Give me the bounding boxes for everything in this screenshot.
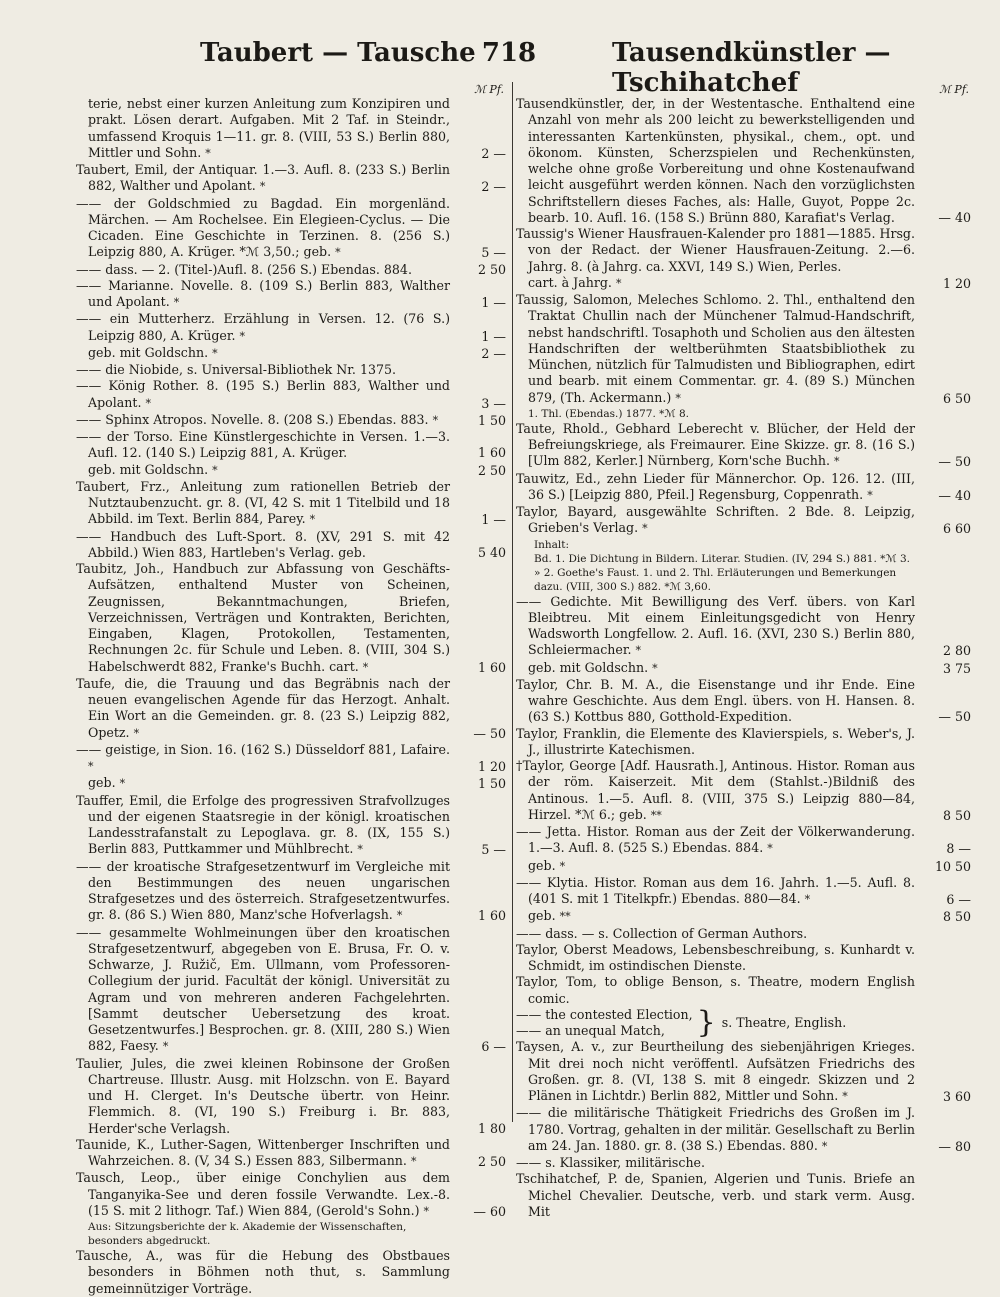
entry-text: —— dass. — 2. (Titel-)Aufl. 8. (256 S.) Ebendas. 884. [76, 261, 412, 277]
left-column [76, 82, 506, 1297]
catalog-entry [516, 758, 971, 824]
price-column-head: ℳ Pf. [939, 83, 969, 96]
entry-text: Tausendkünstler, der, in der Westentasche. Enthaltend eine Anzahl von mehr als 200 leicht zu bewerkstelligenden und interessanten Kartenkünsten, physikal., chem., opt. und ökonom. Künsten, Scherzspielen und Rechenkünsten, welche ohne große Vorbereitung und ohne Kostenaufwand leicht ausgeführt werden können. Nach den vorzüglichsten Schriftstellern dieses Faches, als: Halle, Guyot, Poppe 2c. bearb. 10. Aufl. 16. (158 S.) Brünn 880, Karafiat's Verlag. [516, 96, 915, 225]
price-mark: * [804, 893, 811, 906]
price-mark: * [88, 760, 94, 773]
catalog-entry [76, 345, 506, 362]
entry-text: —— Marianne. Novelle. 8. (109 S.) Berlin 883, Walther und Apolant. [76, 277, 450, 309]
catalog-entry [76, 262, 506, 278]
entry-price: 1 60 [477, 445, 506, 461]
catalog-entry [76, 793, 506, 859]
price-mark: * [642, 522, 648, 536]
right-entry-list [516, 96, 971, 1220]
entry-price: 1 — [481, 295, 506, 310]
price-mark: * [867, 488, 873, 502]
catalog-entry [76, 925, 506, 1056]
price-mark: ** [559, 910, 571, 924]
price-mark: * [821, 1139, 828, 1153]
entry-price: 1 20 [477, 759, 506, 774]
page-number: 718 [481, 38, 537, 68]
entry-text: geb. [88, 775, 116, 791]
entry-price: 1 — [481, 328, 506, 344]
price-mark: * [205, 146, 211, 160]
entry-text: Taylor, Bayard, ausgewählte Schriften. 2 Bde. 8. Leipzig, Grieben's Verlag. [516, 504, 915, 536]
entry-text: —— geistige, in Sion. 16. (162 S.) Düsseldorf 881, Lafaire. [76, 741, 450, 757]
entry-price: — 80 [938, 1138, 971, 1154]
entry-text: —— ein Mutterherz. Erzählung in Versen. 12. (76 S.) Leipzig 880, A. Krüger. [76, 311, 450, 343]
catalog-entry [76, 1056, 506, 1137]
entry-price: — 60 [473, 1203, 506, 1219]
catalog-entry [76, 775, 506, 792]
running-head-right: Tausendkünstler — Tschihatchef [612, 38, 891, 98]
entry-text: Tauffer, Emil, die Erfolge des progressiven Strafvollzuges und der eigenen Staatsregie in der königl. kroatischen Landesstrafanstalt zu Lepoglava. gr. 8. (IX, 155 S.) Berlin 883, Puttkammer und Mühlbrecht. [76, 792, 450, 857]
entry-text: —— Handbuch des Luft-Sport. 8. (XV, 291 S. mit 42 Abbild.) Wien 883, Hartleben's Verlag. geb. [76, 528, 450, 560]
entry-text: geb. [528, 857, 556, 873]
entry-text: —— Jetta. Histor. Roman aus der Zeit der Völkerwanderung. 1.—3. Aufl. 8. (525 S.) Ebendas. 884. [516, 824, 915, 856]
entry-price: 5 40 [477, 544, 506, 560]
price-mark: * [212, 346, 218, 360]
entry-text: —— gesammelte Wohlmeinungen über den kroatischen Strafgesetzentwurf, abgegeben von E. Brusa, Fr. O. v. Schwarze, J. Ružič, Em. Ullmann, vom Professoren-Collegium der jurid. Facultät der königl. Universität zu Agram und von mehreren anderen Fachgelehrten. [Sammt deutscher Uebersetzung des kroat. Gesetzentwurfes.] Besprochen. gr. 8. (XIII, 280 S.) Wien 882, Faesy. [76, 924, 450, 1054]
catalog-entry [76, 362, 506, 378]
entry-price: 8 — [946, 841, 971, 857]
catalog-entry [516, 471, 971, 505]
catalog-entry [516, 926, 971, 942]
catalog-entry [76, 676, 506, 742]
catalog-entry [76, 96, 506, 162]
entry-price: 6 — [481, 1039, 506, 1055]
entry-text: —— der kroatische Strafgesetzentwurf im Vergleiche mit den Bestimmungen des neuen ungarischen Strafgesetzes und des österreich. Strafgesetzentwurfes. gr. 8. (86 S.) Wien 880, Manz'sche Hofverlagsh. [76, 858, 450, 923]
entry-price: 2 — [481, 145, 506, 161]
catalog-entry [516, 594, 971, 660]
entry-price: 6 60 [942, 521, 971, 537]
entry-price: 1 50 [477, 776, 506, 792]
price-mark: * [309, 513, 316, 527]
catalog-entry [76, 412, 506, 429]
catalog-entry [516, 942, 971, 975]
price-mark: * [635, 644, 641, 658]
catalog-entry [516, 660, 971, 677]
price-mark: * [357, 843, 363, 857]
entry-price: 1 60 [477, 908, 506, 924]
price-mark: * [767, 842, 773, 856]
catalog-entry [516, 858, 971, 875]
catalog-entry [516, 275, 971, 292]
braced-reference: s. Theatre, English. [721, 1014, 847, 1030]
braced-title: —— the contested Election, [516, 1006, 693, 1022]
entry-price: 2 50 [477, 1154, 506, 1169]
catalog-entry [76, 196, 506, 262]
braced-title: —— an unequal Match, [516, 1023, 665, 1038]
price-column-head: ℳ Pf. [474, 83, 504, 96]
entry-price: 8 50 [942, 807, 971, 823]
entry-text: —— Gedichte. Mit Bewilligung des Verf. übers. von Karl Bleibtreu. Mit einem Einleitungsgedicht von Henry Wadsworth Longfellow. 2. Aufl. 16. (XVI, 230 S.) Berlin 880, Schleiermacher. [516, 593, 915, 658]
entry-text: Tausche, A., was für die Hebung des Obstbaues besonders in Böhmen noth thut, s. Sammlung gemeinnütziger Vorträge. [76, 1248, 450, 1296]
entry-price: 2 — [481, 345, 506, 361]
contents-line: Bd. 1. Die Dichtung in Bildern. Literar. Studien. (IV, 294 S.) 881. *ℳ 3. [534, 552, 910, 565]
catalog-entry [516, 1155, 971, 1171]
entry-price: 2 80 [942, 643, 971, 659]
brace-glyph: } [696, 1005, 716, 1040]
price-mark: * [675, 391, 681, 405]
catalog-entry [76, 479, 506, 529]
price-mark: * [212, 463, 218, 477]
entry-text: —— Klytia. Histor. Roman aus dem 16. Jahrh. 1.—5. Aufl. 8. (401 S. mit 1 Titelkpfr.) Ebendas. 880—84. [516, 874, 915, 906]
entry-text: Taylor, Oberst Meadows, Lebensbeschreibung, s. Kunhardt v. Schmidt, im ostindischen Dienste. [516, 941, 915, 973]
price-mark: * [615, 276, 622, 290]
contents-line: » 2. Goethe's Faust. 1. und 2. Thl. Erläuterungen und Bemerkungen dazu. (VIII, 300 S.) 882. *ℳ 3,60. [534, 566, 897, 593]
entry-price: 2 50 [477, 261, 506, 277]
catalog-entry [516, 226, 971, 275]
price-mark: * [362, 660, 369, 674]
catalog-entry [76, 278, 506, 312]
catalog-entry [516, 421, 971, 471]
entry-text: Taylor, Chr. B. M. A., die Eisenstange und ihr Ende. Eine wahre Geschichte. Aus dem Engl. übers. von H. Hansen. 8. (63 S.) Kottbus 880, Gotthold-Expedition. [516, 676, 915, 725]
catalog-entry [516, 824, 971, 858]
catalog-entry [516, 1105, 971, 1155]
entry-price: — 50 [938, 454, 971, 470]
entry-text: Tauwitz, Ed., zehn Lieder für Männerchor. Op. 126. 12. (III, 36 S.) [Leipzig 880, Pfeil.] Regensburg, Coppenrath. [516, 470, 915, 502]
catalog-entry [76, 1170, 506, 1220]
price-mark: * [842, 1090, 848, 1103]
entry-text: Taute, Rhold., Gebhard Leberecht v. Blücher, der Held der Befreiungskriege, als Freimaurer. Eine Skizze. gr. 8. (16 S.) [Ulm 882, Kerler.] Nürnberg, Korn'sche Buchh. [516, 420, 915, 469]
price-mark: * [162, 1040, 169, 1054]
price-mark: * [423, 1204, 430, 1218]
catalog-entry [76, 1248, 506, 1297]
price-mark: * [173, 296, 180, 309]
entry-text: geb. mit Goldschn. [528, 659, 649, 675]
catalog-entry [516, 908, 971, 925]
catalog-entry [516, 292, 971, 407]
price-mark: * [833, 455, 840, 469]
entry-text: terie, nebst einer kurzen Anleitung zum Konzipiren und prakt. Lösen derart. Aufgaben. Mit 2 Taf. in Steindr., umfassend Kroquis 1—11. gr. 8. (VIII, 53 S.) Berlin 880, Mittler und Sohn. [88, 96, 450, 160]
entry-text: —— Sphinx Atropos. Novelle. 8. (208 S.) Ebendas. 883. [76, 411, 429, 427]
catalog-entry [76, 529, 506, 562]
catalog-entry [516, 1039, 971, 1105]
left-entry-list [76, 96, 506, 1297]
entry-price: 1 50 [477, 412, 506, 428]
entry-text: —— der Torso. Eine Künstlergeschichte in Versen. 1.—3. Aufl. 12. (140 S.) Leipzig 881, A. Krüger. [76, 429, 450, 461]
catalog-entry [516, 974, 971, 1007]
entry-text: —— s. Klassiker, militärische. [516, 1155, 706, 1170]
catalog-entry [76, 378, 506, 412]
entry-price: — 50 [473, 725, 506, 741]
entry-price: 6 — [946, 892, 971, 907]
entry-text: Taubitz, Joh., Handbuch zur Abfassung von Geschäfts-Aufsätzen, enthaltend Muster von Scheinen, Zeugnissen, Bekanntmachungen, Briefen, Verzeichnissen, Verträgen und Kontrakten, Berichten, Eingaben, Klagen, Protokollen, Testamenten, Rechnungen 2c. für Schule und Leben. 8. (VIII, 304 S.) Habelschwerdt 882, Franke's Buchh. cart. [76, 561, 450, 674]
price-mark: * [133, 726, 140, 740]
catalog-entry [76, 742, 506, 776]
entry-note: 1. Thl. (Ebendas.) 1877. *ℳ 8. [528, 407, 689, 420]
running-head-left: Taubert — Tausche [200, 38, 476, 68]
price-mark: * [259, 180, 266, 194]
entry-price: — 40 [938, 487, 971, 503]
entry-text: Taulier, Jules, die zwei kleinen Robinsone der Großen Chartreuse. Illustr. Ausg. mit Holzschn. von E. Bayard und H. Clerget. In's Deutsche übertr. von Heinr. Flemmich. 8. (VI, 190 S.) Freiburg i. Br. 883, Herder'sche Verlagsh. [76, 1055, 450, 1136]
entry-text: Taussig, Salomon, Meleches Schlomo. 2. Thl., enthaltend den Traktat Chullin nach der Münchener Talmud-Handschrift, nebst handschriftl. Tosaphoth und Scholien aus den ältesten Handschriften der weltberühmten Staatsbibliothek zu München, nützlich für Talmudisten und Bibliographen, edirt und bearb. mit einem Commentar. gr. 4. (89 S.) München 879, (Th. Ackermann.) [516, 292, 915, 405]
entry-price: 3 75 [942, 660, 971, 676]
price-mark: * [559, 859, 566, 873]
entry-text: —— König Rother. 8. (195 S.) Berlin 883, Walther und Apolant. [76, 378, 450, 410]
entry-text: geb. [528, 908, 556, 924]
entry-text: geb. mit Goldschn. [88, 461, 209, 477]
entry-price: 1 — [481, 512, 506, 528]
catalog-entry [516, 726, 971, 759]
entry-text: —— dass. — s. Collection of German Authors. [516, 925, 808, 941]
price-mark: * [119, 777, 126, 791]
entry-text: —— die militärische Thätigkeit Friedrichs des Großen im J. 1780. Vortrag, gehalten in der militär. Gesellschaft zu Berlin am 24. Jan. 1880. gr. 8. (38 S.) Ebendas. 880. [516, 1105, 915, 1153]
entry-price: — 40 [938, 209, 971, 225]
entry-price: 6 50 [942, 390, 971, 406]
price-mark: * [410, 1155, 417, 1168]
price-mark: * [432, 413, 439, 427]
entry-price: 1 80 [477, 1120, 506, 1136]
braced-titles [516, 1007, 693, 1040]
catalog-entry [76, 311, 506, 345]
entry-text: †Taylor, George [Adf. Hausrath.], Antinous. Histor. Roman aus der röm. Kaiserzeit. Mit dem (Stahlst.-)Bildniß des Antinous. 1.—5. Aufl. 8. (VIII, 375 S.) Leipzig 880—84, Hirzel. *ℳ 6.; geb. [516, 758, 915, 822]
entry-price: 5 — [481, 245, 506, 261]
entry-note: Aus: Sitzungsberichte der k. Akademie der Wissenschaften, besonders abgedruckt. [88, 1221, 407, 1247]
entry-text: Taylor, Tom, to oblige Benson, s. Theatre, modern English comic. [516, 974, 915, 1006]
entry-price: 1 20 [942, 275, 971, 291]
entry-text: Taysen, A. v., zur Beurtheilung des siebenjährigen Krieges. Mit drei noch nicht veröffentl. Aufsätzen Friedrichs des Großen. gr. 8. (VI, 138 S. mit 8 eingedr. Skizzen und 2 Plänen in Lichtdr.) Berlin 882, Mittler und Sohn. [516, 1039, 915, 1103]
entry-price: — 50 [938, 709, 971, 725]
entry-text: Taubert, Frz., Anleitung zum rationellen Betrieb der Nutztaubenzucht. gr. 8. (VI, 42 S. mit 1 Titelbild und 18 Abbild. im Text. Berlin 884, Parey. [76, 478, 450, 527]
entry-text: geb. mit Goldschn. [88, 344, 209, 360]
right-column [516, 82, 971, 1220]
entry-text: Taylor, Franklin, die Elemente des Klavierspiels, s. Weber's, J. J., illustrirte Katechismen. [516, 725, 915, 757]
price-mark: * [239, 329, 245, 343]
catalog-entry [76, 162, 506, 196]
entry-text: Taussig's Wiener Hausfrauen-Kalender pro 1881—1885. Hrsg. von der Redact. der Wiener Hausfrauen-Zeitung. 2.—6. Jahrg. 8. (à Jahrg. ca. XXVI, 149 S.) Wien, Perles. [516, 226, 915, 274]
catalog-entry [516, 96, 971, 226]
catalog-entry [76, 561, 506, 676]
entry-text: Tschihatchef, P. de, Spanien, Algerien und Tunis. Briefe an Michel Chevalier. Deutsche, verb. und stark verm. Ausg. Mit [516, 1171, 915, 1219]
entry-price: 5 — [481, 842, 506, 858]
price-mark: * [396, 909, 403, 923]
catalog-entry [516, 1171, 971, 1220]
entry-text: Taunide, K., Luther-Sagen, Wittenberger Inschriften und Wahrzeichen. 8. (V, 34 S.) Essen 883, Silbermann. [76, 1136, 450, 1168]
entry-price: 2 50 [477, 462, 506, 478]
entry-price: 10 50 [934, 858, 971, 874]
entry-price: 3 60 [942, 1089, 971, 1104]
catalog-entry [516, 875, 971, 909]
price-mark: * [335, 246, 341, 260]
catalog-entry [76, 1137, 506, 1171]
entry-text: Taubert, Emil, der Antiquar. 1.—3. Aufl. 8. (233 S.) Berlin 882, Walther und Apolant. [76, 162, 450, 194]
price-mark: ** [650, 808, 662, 822]
entry-price: 2 — [481, 179, 506, 195]
catalog-entry [516, 677, 971, 726]
price-mark: * [652, 661, 658, 675]
contents-line: Inhalt: [534, 538, 570, 551]
entry-text: —— der Goldschmied zu Bagdad. Ein morgenländ. Märchen. — Am Rochelsee. Ein Elegieen-Cyclus. — Die Cicaden. Eine Geschichte in Terzinen. 8. (256 S.) Leipzig 880, A. Krüger. *ℳ 3,50.; geb. [76, 195, 450, 260]
entry-text: cart. à Jahrg. [528, 274, 612, 290]
catalog-entry [516, 504, 971, 538]
entry-price: 3 — [481, 395, 506, 411]
braced-entry [516, 1007, 971, 1040]
catalog-entry [76, 859, 506, 925]
entry-price: 8 50 [942, 909, 971, 925]
catalog-entry [76, 429, 506, 462]
price-mark: * [145, 396, 151, 410]
entry-price: 1 60 [477, 659, 506, 675]
catalog-entry [76, 462, 506, 479]
entry-text: Taufe, die, die Trauung und das Begräbnis nach der neuen evangelischen Agende für das Herzogt. Anhalt. Ein Wort an die Gemeinden. gr. 8. (23 S.) Leipzig 882, Opetz. [76, 675, 450, 740]
entry-text: Tausch, Leop., über einige Conchylien aus dem Tanganyika-See und deren fossile Verwandte. Lex.-8. (15 S. mit 2 lithogr. Taf.) Wien 884, (Gerold's Sohn.) [76, 1170, 450, 1218]
entry-text: —— die Niobide, s. Universal-Bibliothek Nr. 1375. [76, 362, 396, 377]
